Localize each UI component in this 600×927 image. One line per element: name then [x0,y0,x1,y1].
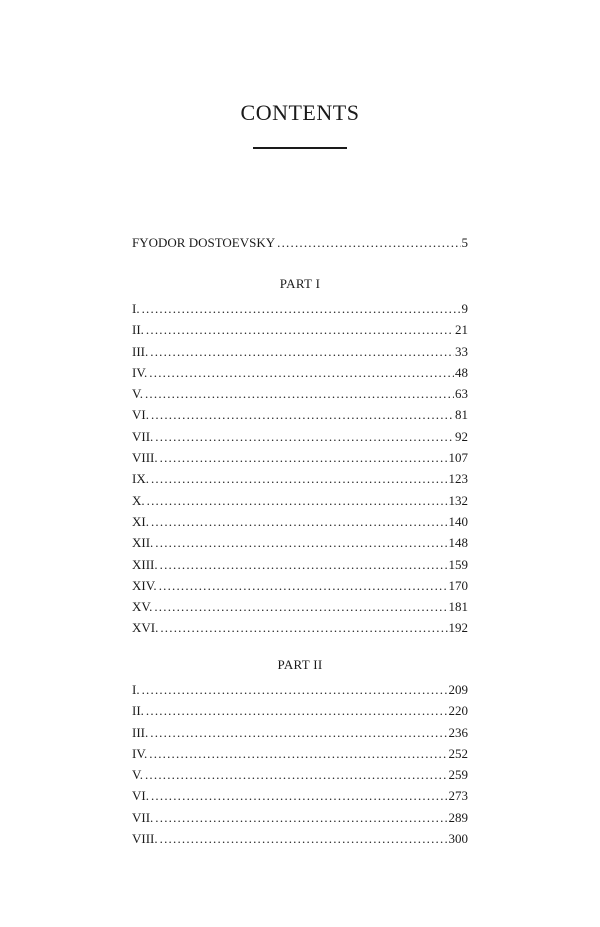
toc-entry-page: 63 [455,386,468,402]
dot-leader [149,743,447,764]
toc-entry-page: 192 [448,620,468,636]
toc-entry-label: XII. [132,535,154,551]
dot-leader [145,383,454,404]
toc-entry[interactable] [132,362,468,383]
toc-entry[interactable] [132,319,468,340]
toc-entry-page: 21 [455,322,468,338]
title-underline [253,147,347,149]
toc-entry[interactable] [132,341,468,362]
toc-entry-page: 289 [448,809,468,825]
toc-entry-label: XIV. [132,577,157,593]
toc-entry-label: X. [132,492,145,508]
toc-entry-label: V. [132,767,143,783]
toc-entry-page: 148 [448,535,468,551]
dot-leader [154,596,447,617]
toc-entry-page: 123 [448,471,468,487]
dot-leader [160,554,448,575]
dot-leader [149,362,454,383]
toc-entry[interactable] [132,764,468,785]
dot-leader [147,490,448,511]
toc-entry-label: III. [132,724,149,740]
toc-entry-page: 300 [448,831,468,847]
part-2-entry-list [132,679,468,849]
toc-entry[interactable] [132,700,468,721]
toc-entry-label: XV. [132,599,153,615]
toc-entry[interactable] [132,298,468,319]
dot-leader [142,679,448,700]
toc-entry-page: 107 [448,450,468,466]
toc-entry-page: 236 [448,724,468,740]
dot-leader [151,404,454,425]
toc-entry-label: IV. [132,364,148,380]
toc-entry-label: IV. [132,745,148,761]
toc-entry-label: I. [132,301,140,316]
dot-leader [151,785,448,806]
toc-entry-page: 252 [448,745,468,761]
part-1-heading: PART I [279,276,321,291]
toc-entry[interactable] [132,596,468,617]
toc-entry[interactable] [132,722,468,743]
toc-entry[interactable] [132,426,468,447]
intro-entry-list [132,232,468,253]
toc-entry-page: 181 [448,599,468,615]
toc-entry-page: 220 [448,703,468,719]
dot-leader [160,447,448,468]
toc-entry[interactable] [132,679,468,700]
toc-entry-label: VIII. [132,450,158,466]
dot-leader [155,426,454,447]
toc-entry-page: 81 [455,407,468,423]
toc-entry[interactable] [132,554,468,575]
toc-entry[interactable] [132,404,468,425]
dot-leader [155,807,447,828]
toc-entry[interactable] [132,532,468,553]
toc-entry-label: VI. [132,407,149,423]
dot-leader [145,764,448,785]
toc-entry[interactable] [132,490,468,511]
toc-entry-page: 132 [448,492,468,508]
part-2-heading: PART II [277,657,323,672]
dot-leader [155,532,447,553]
toc-entry-page: 170 [448,577,468,593]
toc-entry-label: IX. [132,471,149,487]
dot-leader [150,722,447,743]
toc-entry-label: VIII. [132,831,158,847]
toc-entry-page: 159 [448,556,468,572]
toc-entry-label: VII. [132,809,154,825]
toc-entry-page: 48 [455,364,468,380]
toc-entry[interactable] [132,743,468,764]
toc-entry[interactable] [132,575,468,596]
toc-entry-label: I. [132,682,140,697]
toc-entry-label: XI. [132,513,149,529]
toc-entry-page: 259 [448,767,468,783]
toc-entry-label: III. [132,343,149,359]
part-1-entry-list [132,298,468,639]
toc-entry[interactable] [132,785,468,806]
dot-leader [146,700,448,721]
toc-entry[interactable] [132,511,468,532]
toc-entry-intro[interactable] [132,232,468,253]
dot-leader [150,341,454,362]
toc-entry[interactable] [132,468,468,489]
toc-entry-label: VI. [132,788,149,804]
toc-entry-label: V. [132,386,143,402]
toc-entry-label: XVI. [132,620,159,636]
dot-leader [142,298,461,319]
toc-entry[interactable] [132,807,468,828]
dot-leader [146,319,454,340]
dot-leader [159,575,448,596]
page-title: CONTENTS [240,100,360,125]
toc-entry-page: 140 [448,513,468,529]
toc-entry-page: 273 [448,788,468,804]
toc-entry-page: 33 [455,343,468,359]
toc-entry-page: 92 [455,428,468,444]
toc-entry-label: II. [132,322,144,338]
toc-entry-page: 9 [461,301,468,316]
toc-entry-label: II. [132,703,144,719]
dot-leader [160,828,448,849]
toc-entry[interactable] [132,383,468,404]
toc-entry-label: FYODOR DOSTOEVSKY [132,235,276,250]
toc-entry-label: VII. [132,428,154,444]
dot-leader [151,468,448,489]
dot-leader [151,511,448,532]
toc-entry[interactable] [132,617,468,638]
toc-entry-page: 209 [448,682,468,697]
dot-leader [160,617,447,638]
toc-entry-page: 5 [461,235,468,250]
toc-entry-label: XIII. [132,556,158,572]
toc-entry[interactable] [132,828,468,849]
toc-entry[interactable] [132,447,468,468]
dot-leader [277,232,460,253]
